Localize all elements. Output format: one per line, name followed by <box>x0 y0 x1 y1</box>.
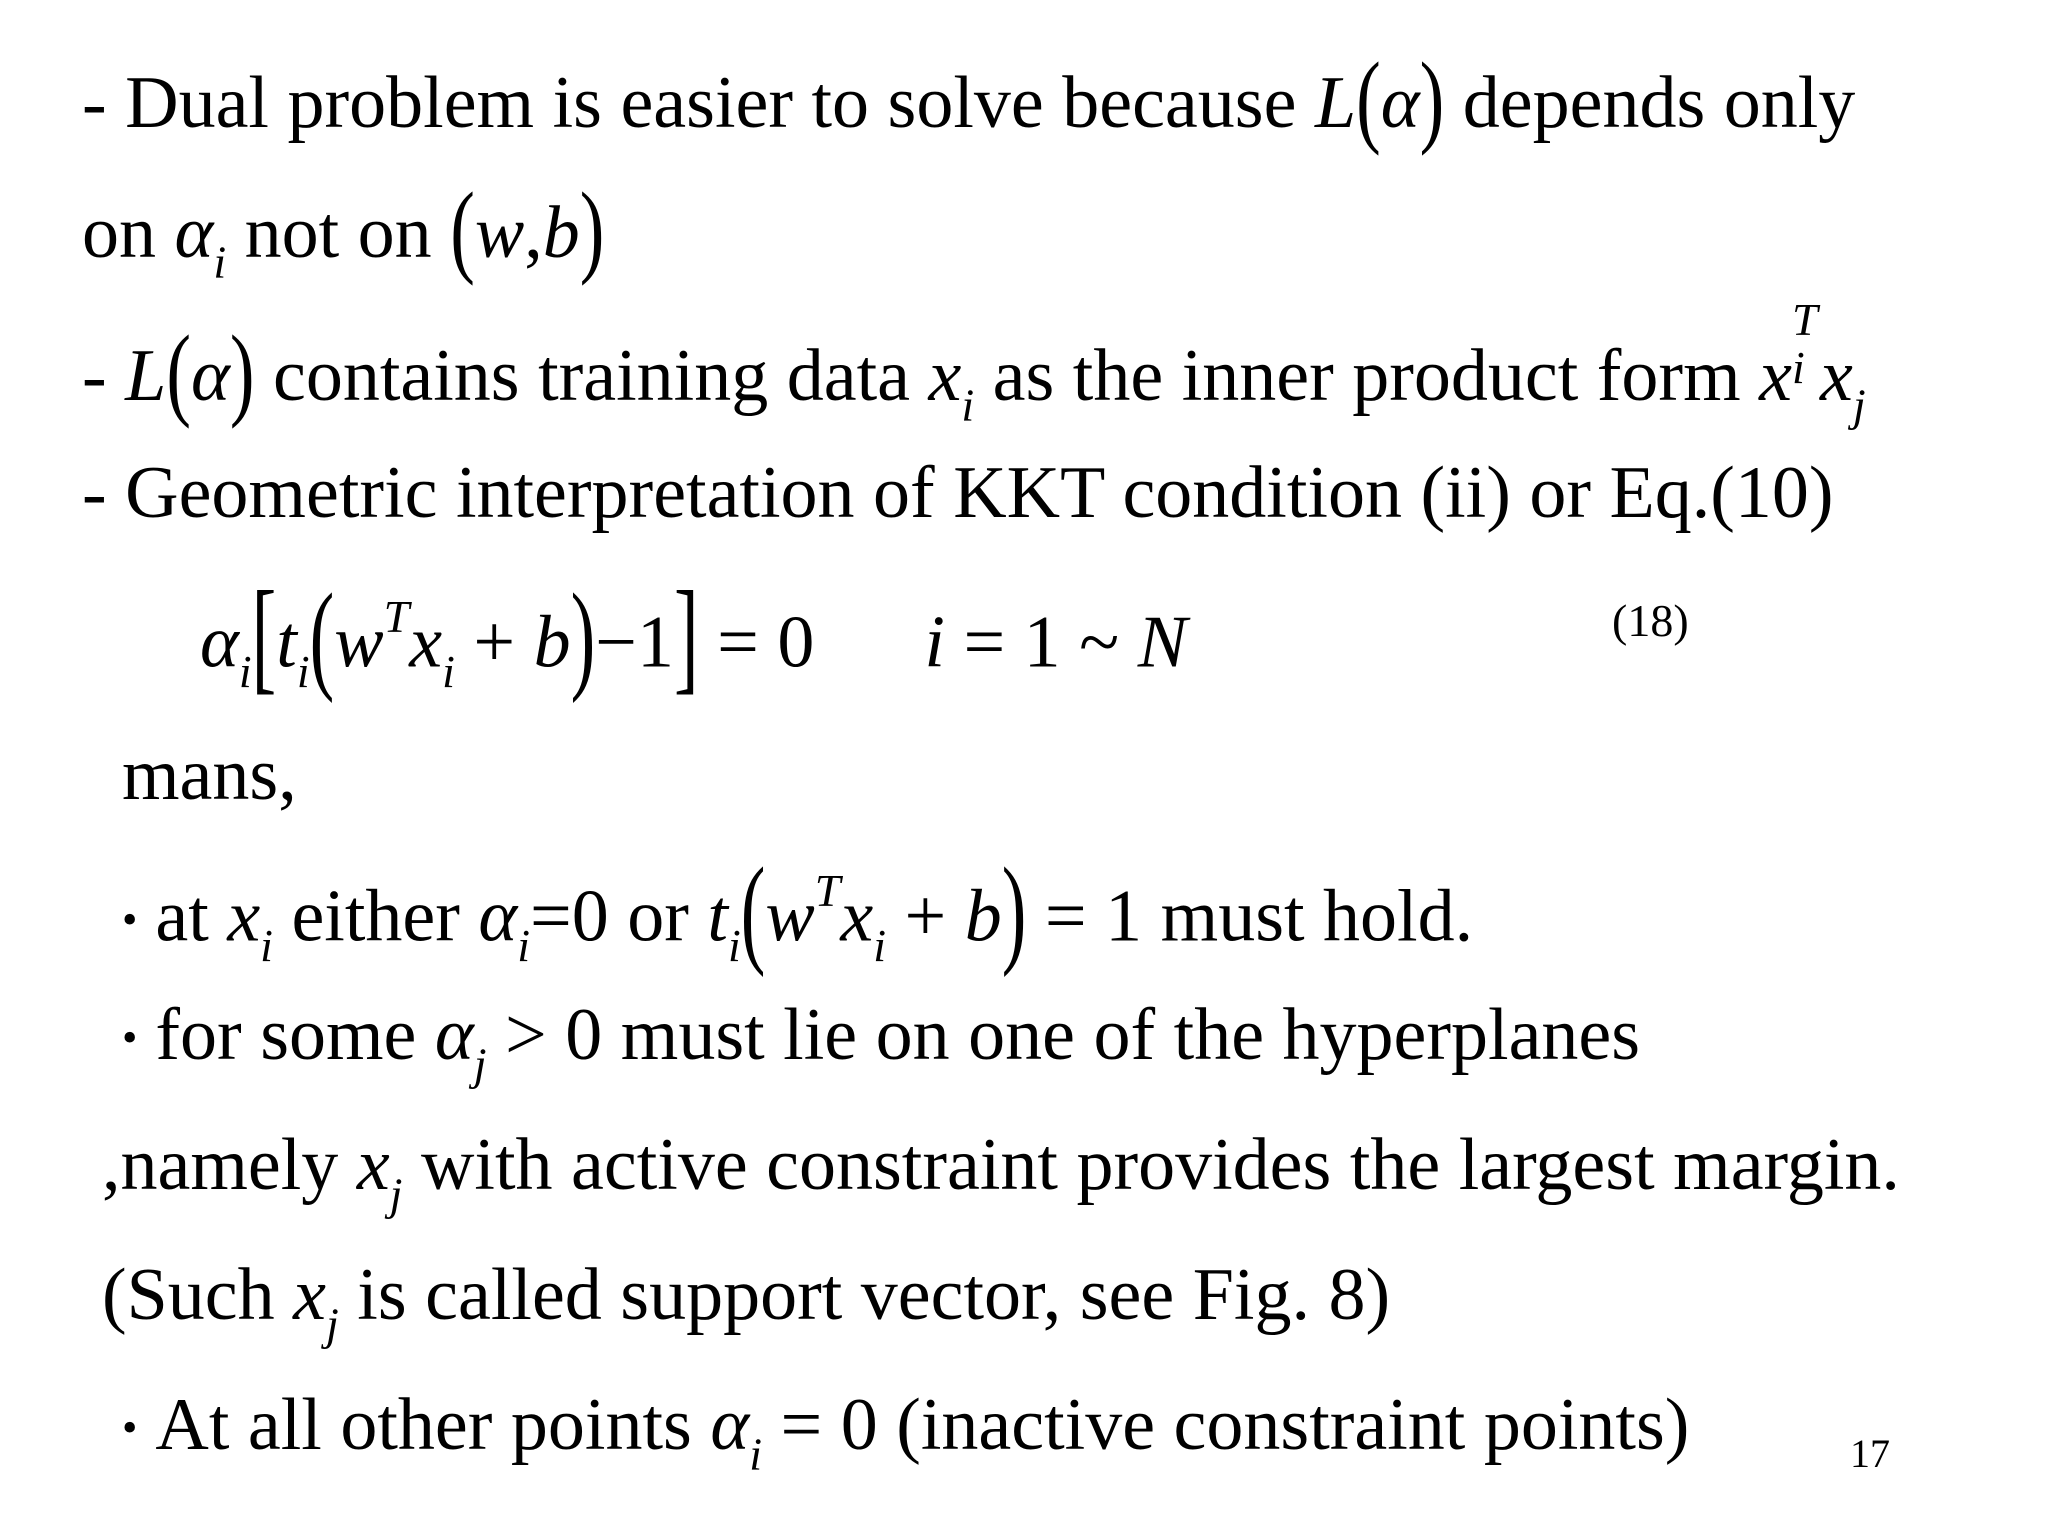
text-zero-or: =0 or <box>530 875 708 958</box>
text-dash: - <box>82 335 126 417</box>
math-subscript-i: i <box>296 646 310 698</box>
paren-open: ( <box>309 569 335 705</box>
math-alpha-i: α <box>174 192 214 274</box>
bracket-open: [ <box>251 566 277 706</box>
math-plus: + <box>454 601 534 684</box>
math-subscript-i: i <box>517 920 531 972</box>
math-L: L <box>125 335 167 417</box>
math-subscript-i: i <box>1792 342 1805 394</box>
paren-open: ( <box>166 315 191 431</box>
bullet-icon: • <box>122 894 138 944</box>
math-superscript-T: T <box>1792 294 1818 346</box>
bullet-icon: • <box>122 1403 138 1453</box>
text-at: at <box>155 875 228 958</box>
text-largest-margin: with active constraint provides the largest margin. <box>402 1124 1900 1206</box>
equation-number: (18) <box>1612 595 1689 646</box>
math-superscript-T: T <box>814 865 841 916</box>
math-alpha: α <box>710 1384 750 1466</box>
math-L: L <box>1314 62 1357 144</box>
math-alpha: α <box>200 601 239 684</box>
paren-close: ) <box>1001 843 1027 979</box>
math-comma: , <box>524 192 543 274</box>
math-b: b <box>542 192 580 274</box>
paren-close: ) <box>579 172 605 288</box>
math-x: x <box>356 1124 390 1206</box>
text-either: either <box>272 875 479 958</box>
math-x: x <box>409 601 443 684</box>
math-x: x <box>1820 335 1853 417</box>
text-must-lie-on-hyperplanes: > 0 must lie on one of the hyperplanes <box>486 994 1641 1076</box>
math-alpha: α <box>478 875 518 958</box>
text-line-inner-product <box>82 294 1866 431</box>
text-line-dual-problem <box>82 42 1856 158</box>
math-x: x <box>840 875 874 958</box>
math-t: t <box>276 601 297 684</box>
math-subscript-i: i <box>873 920 887 972</box>
bullet-icon: • <box>122 1013 138 1063</box>
math-alpha: α <box>434 994 474 1076</box>
math-subscript-j: j <box>473 1038 487 1090</box>
paren-close: ) <box>229 315 255 431</box>
bracket-close: ] <box>674 566 699 706</box>
math-minus-one: −1 <box>595 601 674 684</box>
text-line-namely <box>102 1124 1900 1220</box>
text-geometric-interpretation: - Geometric interpretation of KKT condition (ii) or Eq.(10) <box>82 452 1834 534</box>
math-supsub <box>1792 294 1820 400</box>
math-subscript-i: i <box>961 379 975 431</box>
paren-close: ) <box>1419 42 1445 158</box>
text-depends-only: depends only <box>1444 62 1856 144</box>
page-number: 17 <box>1850 1431 1890 1476</box>
math-subscript-i: i <box>749 1428 762 1480</box>
text-for-some: for some <box>155 994 435 1076</box>
math-x: x <box>293 1254 327 1336</box>
math-subscript-i: i <box>213 236 227 288</box>
math-t: t <box>707 875 728 958</box>
math-subscript-i: i <box>442 646 455 698</box>
text-not-on: not on <box>226 192 451 274</box>
text-namely: ,namely <box>102 1124 357 1206</box>
math-w: w <box>334 601 384 684</box>
math-subscript-j: j <box>1852 379 1866 431</box>
math-subscript-i: i <box>238 646 252 698</box>
math-plus: + <box>886 875 965 958</box>
math-subscript-j: j <box>389 1168 403 1220</box>
math-alpha: α <box>1380 62 1420 144</box>
math-equals-zero: = 0 <box>698 601 815 684</box>
text-must-hold: must hold. <box>1142 875 1474 958</box>
math-range: = 1 ~ <box>944 601 1138 684</box>
math-w: w <box>474 192 525 274</box>
text-inner-product-form: as the inner product form <box>974 335 1760 417</box>
math-subscript-j: j <box>326 1298 339 1350</box>
text-line-mans <box>122 734 297 816</box>
text-line-not-on-wb <box>82 172 605 288</box>
math-superscript-T: T <box>383 591 410 642</box>
math-b: b <box>533 601 571 684</box>
text-support-vector: is called support vector, see Fig. 8) <box>338 1254 1391 1336</box>
bullet-item-inactive <box>122 1384 1690 1480</box>
text-line-support-vector <box>102 1254 1391 1350</box>
bullet-item-hyperplanes <box>122 994 1641 1090</box>
math-i: i <box>924 601 945 684</box>
math-alpha: α <box>190 335 230 417</box>
paren-open: ( <box>450 172 475 288</box>
paren-close: ) <box>570 569 596 705</box>
text-on: on <box>82 192 175 274</box>
math-N: N <box>1137 601 1188 684</box>
math-subscript-i: i <box>260 920 273 972</box>
text-inactive-constraint: = 0 (inactive constraint points) <box>761 1384 1690 1466</box>
math-x: x <box>928 335 962 417</box>
text-at-all-other-points: At all other points <box>155 1384 711 1466</box>
math-x: x <box>1759 335 1792 417</box>
equation-18 <box>200 566 1188 706</box>
bullet-item-either-or <box>122 843 1474 979</box>
text-such: (Such <box>102 1254 294 1336</box>
math-w: w <box>765 875 815 958</box>
math-x: x <box>227 875 261 958</box>
math-b: b <box>964 875 1002 958</box>
math-equals-one: = 1 <box>1026 875 1143 958</box>
text-contains-training-data: contains training data <box>254 335 929 417</box>
math-subscript-i: i <box>727 920 741 972</box>
paren-open: ( <box>740 843 766 979</box>
paren-open: ( <box>1356 42 1381 158</box>
text-mans: mans, <box>122 734 297 816</box>
text-line-geometric-interpretation <box>82 452 1834 534</box>
text-dual-problem-prefix: - Dual problem is easier to solve because <box>82 62 1315 144</box>
